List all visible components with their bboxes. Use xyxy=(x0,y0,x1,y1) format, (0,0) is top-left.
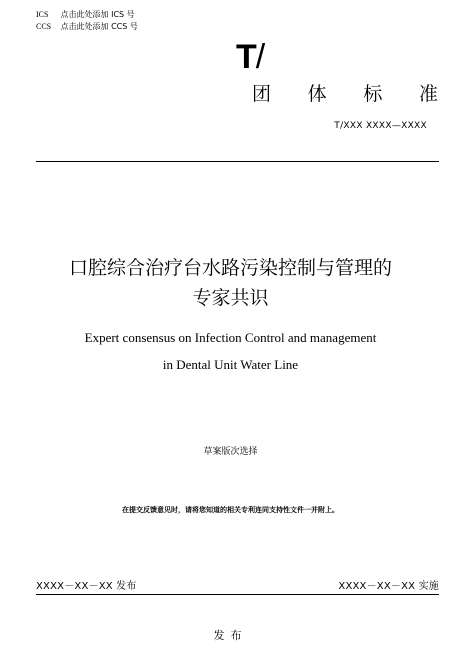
ccs-line xyxy=(36,21,138,32)
title-en-line2: in Dental Unit Water Line xyxy=(162,357,299,372)
standard-type xyxy=(252,82,438,106)
release-date: XXXX－XX－XX 发布 xyxy=(36,581,137,592)
footer-divider xyxy=(36,594,439,595)
standard-logo xyxy=(236,38,264,76)
standard-type-char: 准 xyxy=(418,83,438,105)
ics-line xyxy=(36,9,135,20)
standard-number: T/XXX XXXX—XXXX xyxy=(334,121,427,131)
title-zh-line1: 口腔综合治疗台水路污染控制与管理的 xyxy=(68,257,392,279)
title-en-line1: Expert consensus on Infection Control and management xyxy=(84,330,377,345)
draft-version-select[interactable]: 草案版次选择 xyxy=(203,447,258,457)
ics-placeholder[interactable]: 点击此处添加 ICS 号 xyxy=(60,10,135,19)
ccs-code: CCS xyxy=(36,22,52,31)
header-divider xyxy=(36,161,439,162)
standard-type-char: 体 xyxy=(307,83,327,105)
implement-date: XXXX－XX－XX 实施 xyxy=(338,581,439,592)
standard-type-char: 标 xyxy=(363,83,383,105)
title-zh-line2: 专家共识 xyxy=(192,287,269,309)
publisher-label: 发布 xyxy=(213,629,248,642)
standard-type-char: 团 xyxy=(252,83,272,105)
logo-slash: / xyxy=(255,38,265,76)
logo-letter: T xyxy=(236,38,256,76)
ics-code: ICS xyxy=(36,10,49,19)
patent-notice: 在提交反馈意见时，请将您知道的相关专利连同支持性文件一并附上。 xyxy=(122,506,339,514)
ccs-placeholder[interactable]: 点击此处添加 CCS 号 xyxy=(60,22,138,31)
